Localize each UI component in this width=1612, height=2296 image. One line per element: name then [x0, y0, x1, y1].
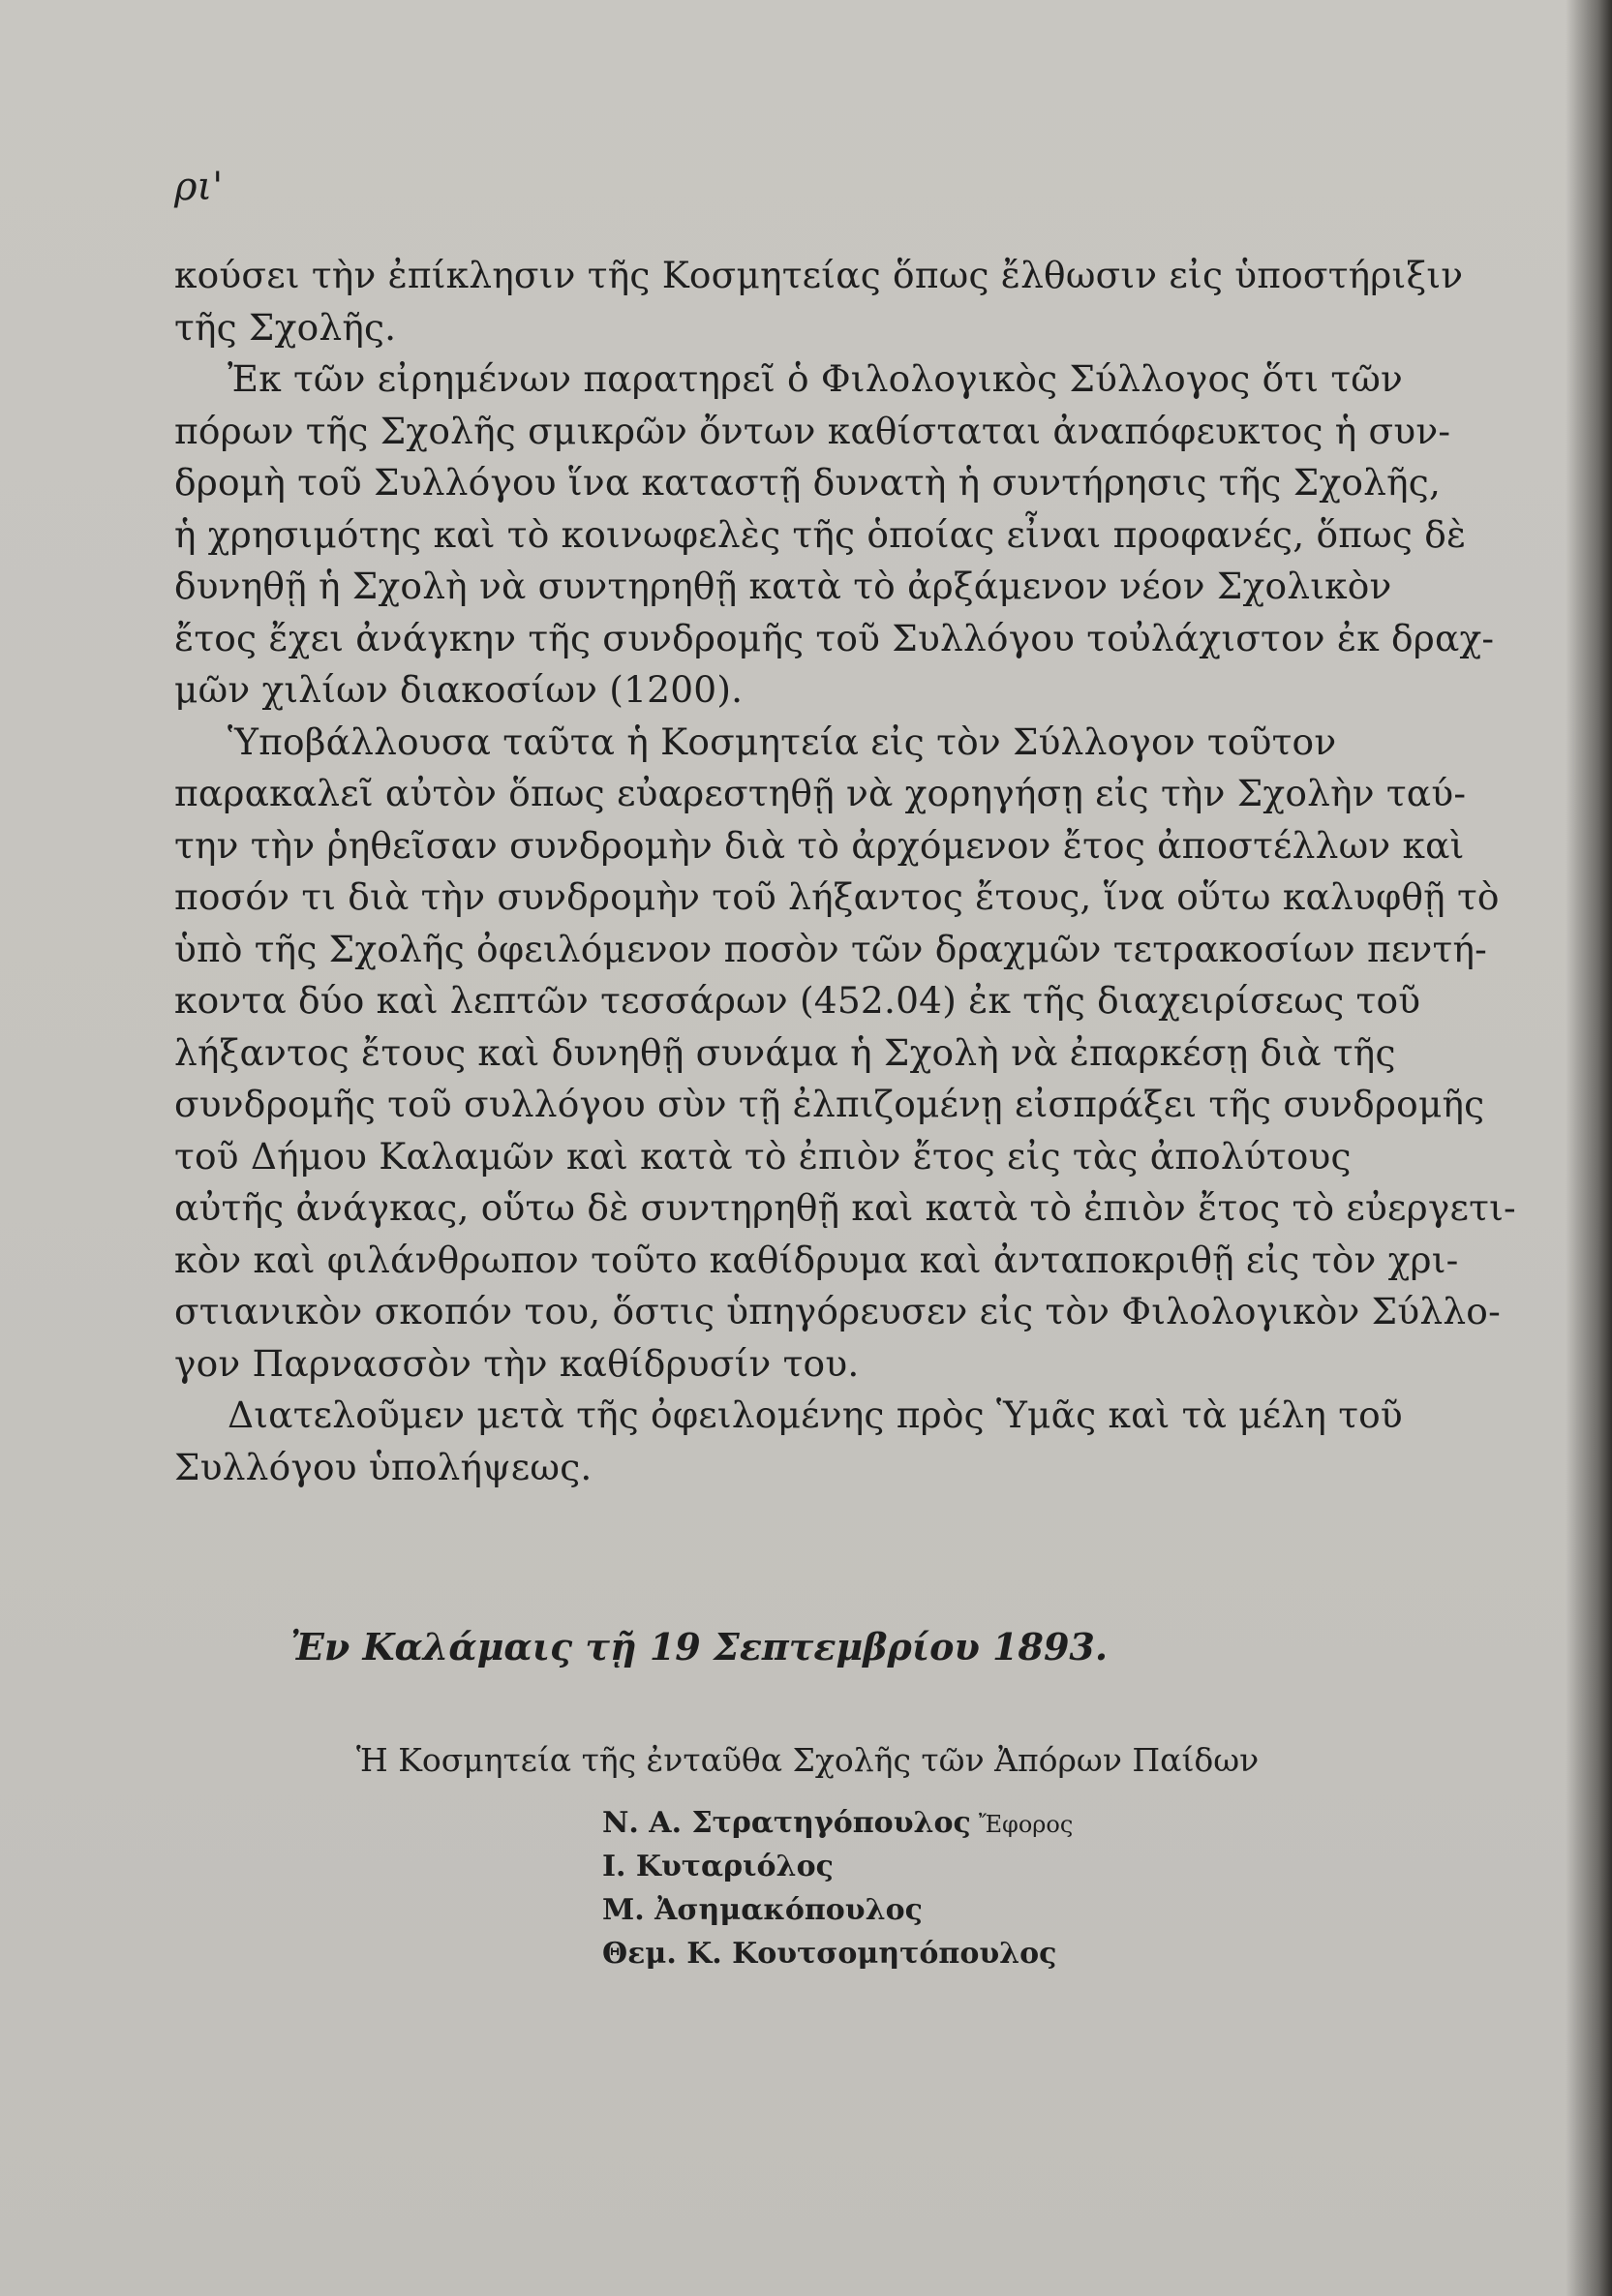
text-line: Συλλόγου ὑπολήψεως. [174, 1445, 593, 1488]
letter-body [174, 250, 1516, 1493]
text-line: κὸν καὶ φιλάνθρωπον τοῦτο καθίδρυμα καὶ ἀνταποκριθῇ εἰς τὸν χρι- [174, 1238, 1459, 1281]
text-line: την τὴν ῥηθεῖσαν συνδρομὴν διὰ τὸ ἀρχόμενον ἔτος ἀποστέλλων καὶ [174, 823, 1465, 867]
text-line: δρομὴ τοῦ Συλλόγου ἵνα καταστῇ δυνατὴ ἡ συντήρησις τῆς Σχολῆς, [174, 461, 1442, 504]
text-line: στιανικὸν σκοπόν του, ὅστις ὑπηγόρευσεν εἰς τὸν Φιλολογικὸν Σύλλο- [174, 1290, 1501, 1332]
signatory-list [602, 1801, 1073, 1975]
text-line: Ἐκ τῶν εἰρημένων παρατηρεῖ ὁ Φιλολογικὸς Σύλλογος ὅτι τῶν [228, 357, 1404, 400]
dateline: Ἐν Καλάμαις τῇ 19 Σεπτεμβρίου 1893. [290, 1625, 1109, 1668]
committee-heading: Ἡ Κοσμητεία τῆς ἐνταῦθα Σχολῆς τῶν Ἀπόρων Παίδων [356, 1741, 1260, 1779]
text-line: λήξαντος ἔτους καὶ δυνηθῇ συνάμα ἡ Σχολὴ νὰ ἐπαρκέσῃ διὰ τῆς [174, 1030, 1396, 1074]
signatory [602, 1888, 1073, 1932]
signatory [602, 1801, 1073, 1845]
text-line: συνδρομῆς τοῦ συλλόγου σὺν τῇ ἐλπιζομένῃ εἰσπράξει τῆς συνδρομῆς [174, 1083, 1485, 1125]
text-line: ἡ χρησιμότης καὶ τὸ κοινωφελὲς τῆς ὁποίας εἶναι προφανές, ὅπως δὲ [174, 512, 1467, 556]
signatory [602, 1845, 1073, 1888]
text-line: ποσόν τι διὰ τὴν συνδρομὴν τοῦ λήξαντος ἔτους, ἵνα οὕτω καλυφθῇ τὸ [174, 875, 1500, 918]
signatory [602, 1932, 1073, 1975]
text-line: παρακαλεῖ αὐτὸν ὅπως εὐαρεστηθῇ νὰ χορηγήσῃ εἰς τὴν Σχολὴν ταύ- [174, 772, 1467, 814]
text-line: ὑπὸ τῆς Σχολῆς ὀφειλόμενον ποσὸν τῶν δραχμῶν τετρακοσίων πεντή- [174, 927, 1487, 970]
signatory-name: Θεμ. Κ. Κουτσομητόπουλος [602, 1937, 1057, 1971]
text-line: τοῦ Δήμου Καλαμῶν καὶ κατὰ τὸ ἐπιὸν ἔτος εἰς τὰς ἀπολύτους [174, 1134, 1352, 1178]
text-line: ἔτος ἔχει ἀνάγκην τῆς συνδρομῆς τοῦ Συλλόγου τοὐλάχιστον ἐκ δραχ- [174, 616, 1495, 659]
text-line: αὐτῆς ἀνάγκας, οὕτω δὲ συντηρηθῇ καὶ κατὰ τὸ ἐπιὸν ἔτος τὸ εὐεργετι- [174, 1186, 1516, 1229]
page-number: ρι' [174, 165, 224, 209]
text-line: δυνηθῇ ἡ Σχολὴ νὰ συντηρηθῇ κατὰ τὸ ἀρξάμενον νέον Σχολικὸν [174, 565, 1392, 607]
text-line: πόρων τῆς Σχολῆς σμικρῶν ὄντων καθίσταται ἀναπόφευκτος ἡ συν- [174, 409, 1451, 452]
text-line: Ὑποβάλλουσα ταῦτα ἡ Κοσμητεία εἰς τὸν Σύλλογον τοῦτον [228, 719, 1337, 763]
signatory-name: Μ. Ἀσημακόπουλος [602, 1893, 923, 1927]
text-line: γον Παρνασσὸν τὴν καθίδρυσίν του. [174, 1341, 860, 1385]
text-line: κούσει τὴν ἐπίκλησιν τῆς Κοσμητείας ὅπως ἔλθωσιν εἰς ὑποστήριξιν [174, 254, 1464, 296]
text-line: Διατελοῦμεν μετὰ τῆς ὀφειλομένης πρὸς Ὑμᾶς καὶ τὰ μέλη τοῦ [228, 1393, 1403, 1436]
signatory-role: Ἔφορος [978, 1811, 1074, 1838]
signatory-name: Ι. Κυταριόλος [602, 1850, 834, 1883]
signatory-name: Ν. Α. Στρατηγόπουλος [602, 1806, 971, 1840]
text-line: κοντα δύο καὶ λεπτῶν τεσσάρων (452.04) ἐκ τῆς διαχειρίσεως τοῦ [174, 979, 1421, 1022]
page-edge-shadow [1566, 0, 1612, 2296]
text-line: μῶν χιλίων διακοσίων (1200). [174, 668, 744, 711]
text-line: τῆς Σχολῆς. [174, 305, 397, 349]
